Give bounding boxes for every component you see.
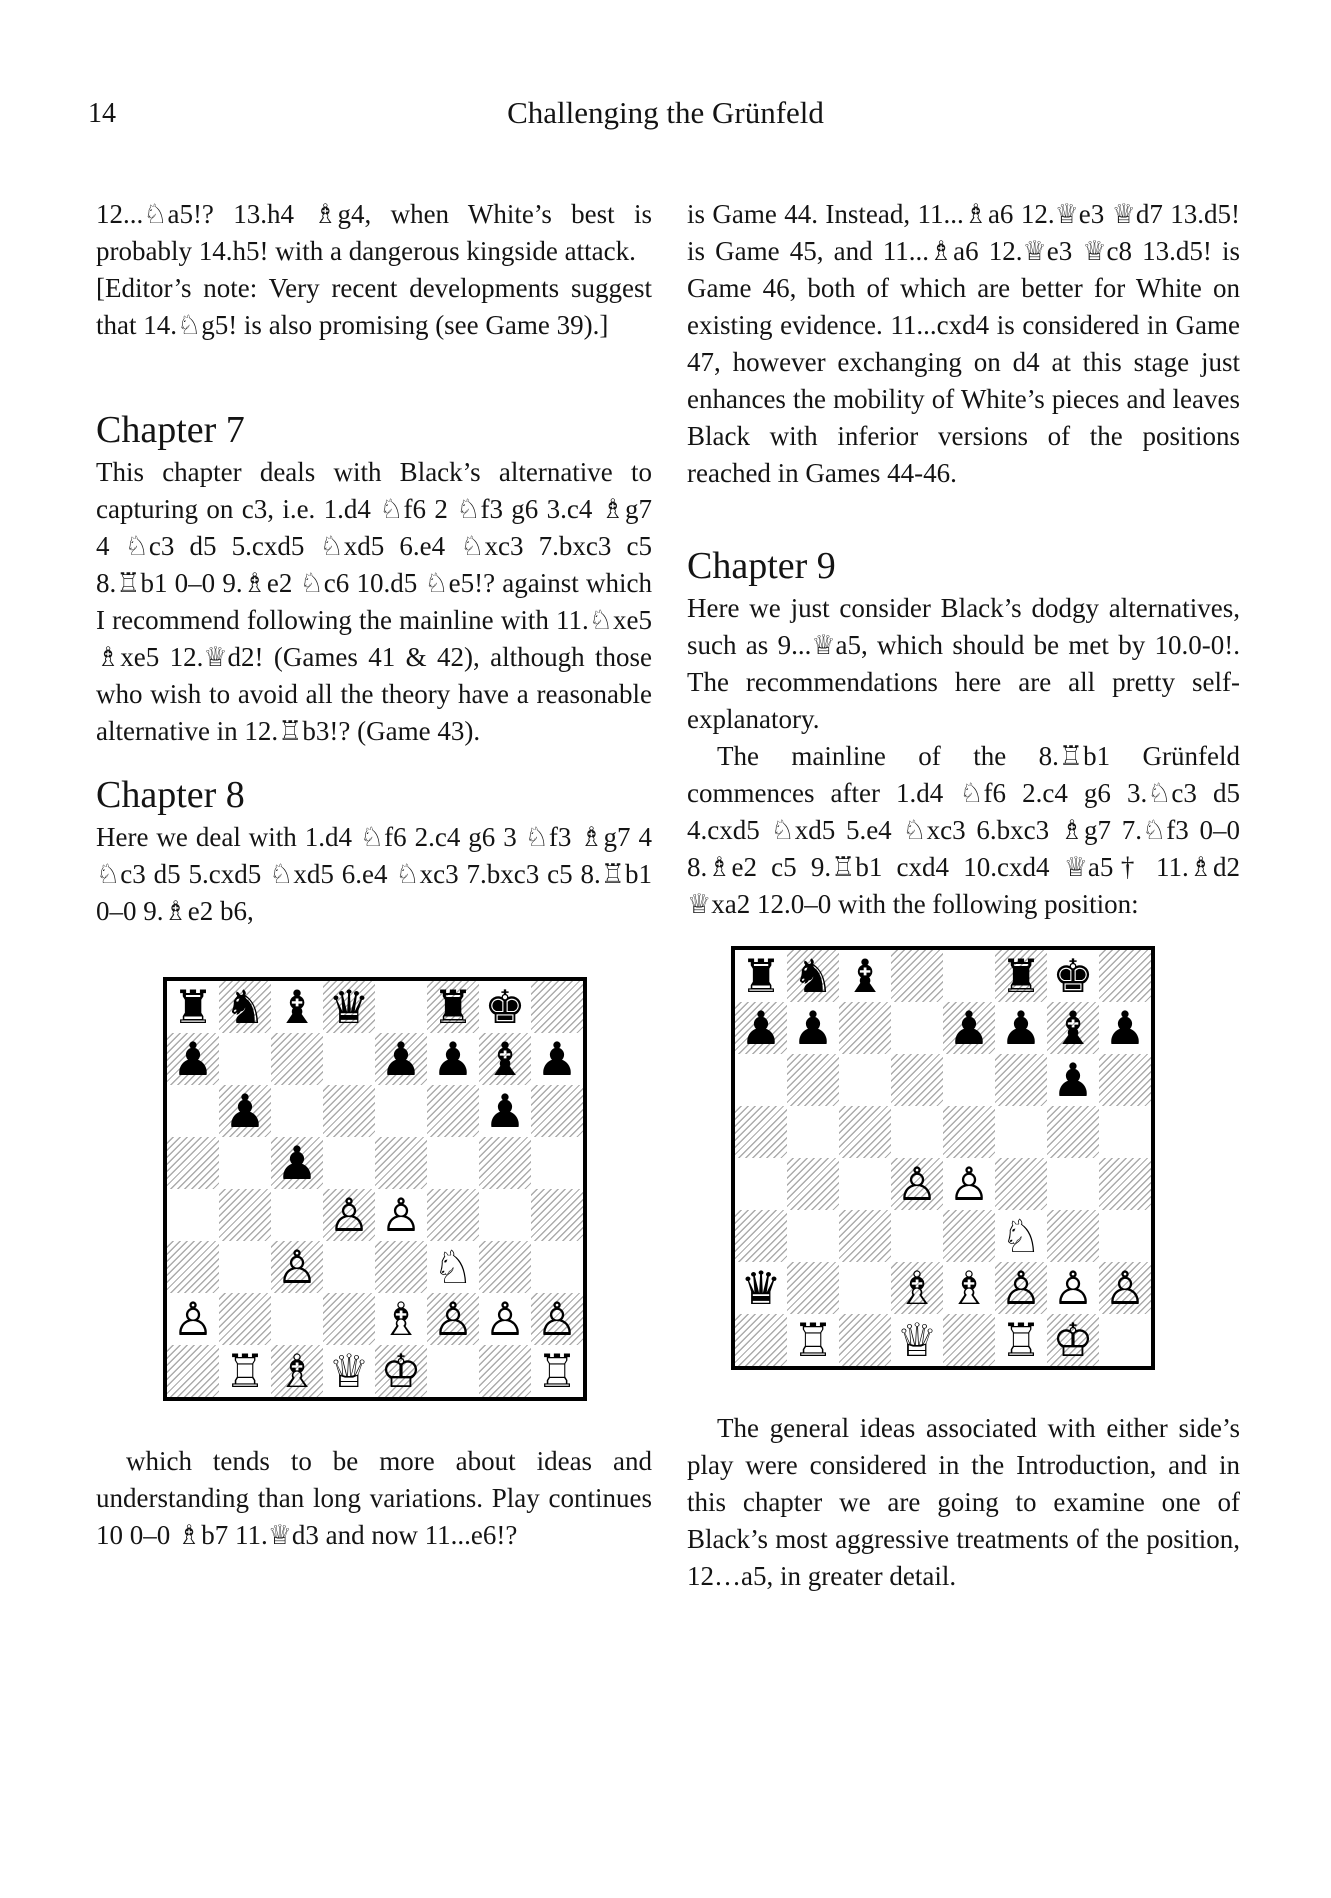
black-king-piece: ♚ (1052, 950, 1094, 1002)
square-e5 (943, 1106, 995, 1158)
paragraph-below-right-diagram: The general ideas associated with either side’s play were considered in the Introduction, and in this chapter we are going to examine one of Black’s most aggressive treatments of the position, 12…a5, in greater detail. (687, 1413, 1240, 1591)
white-rook-piece: ♖ (536, 1345, 578, 1397)
square-c1 (271, 1345, 323, 1397)
white-bishop-piece: ♗ (896, 1262, 938, 1314)
square-f2 (427, 1293, 479, 1345)
square-e2 (375, 1293, 427, 1345)
square-f2 (995, 1262, 1047, 1314)
running-header-title: Challenging the Grünfeld (507, 95, 824, 130)
black-knight-piece: ♞ (792, 950, 834, 1002)
square-f4 (995, 1158, 1047, 1210)
square-b3 (219, 1241, 271, 1293)
square-f5 (427, 1137, 479, 1189)
white-knight-piece: ♘ (432, 1241, 474, 1293)
black-bishop-piece: ♝ (484, 1033, 526, 1085)
square-g8 (479, 981, 531, 1033)
chapter-9-paragraph-1: Here we just consider Black’s dodgy alternatives, such as 9...♕a5, which should be met by 10.0-0!. The recommendations here are all pretty self-explanatory. (687, 593, 1240, 734)
square-g1 (1047, 1314, 1099, 1366)
square-f7 (427, 1033, 479, 1085)
square-c8 (839, 950, 891, 1002)
chapter-9-heading: Chapter 9 (687, 545, 836, 587)
white-pawn-piece: ♙ (276, 1241, 318, 1293)
left-column (96, 196, 652, 1554)
square-b4 (219, 1189, 271, 1241)
square-a7 (735, 1002, 787, 1054)
white-king-piece: ♔ (380, 1345, 422, 1397)
black-pawn-piece: ♟ (948, 1002, 990, 1054)
square-b7 (787, 1002, 839, 1054)
paragraph-games-44-47: is Game 44. Instead, 11...♗a6 12.♕e3 ♕d7 13.d5! is Game 45, and 11...♗a6 12.♕e3 ♕c8 13.d5! is Game 46, both of which are better for White on existing evidence. 11...cxd4 is considered in Game 47, however exchanging on d4 at this stage just enhances the mobility of White’s pieces and leaves Black with inferior versions of the positions reached in Games 44-46. (687, 199, 1240, 488)
square-d6 (323, 1085, 375, 1137)
black-king-piece: ♚ (484, 981, 526, 1033)
white-rook-piece: ♖ (224, 1345, 266, 1397)
black-rook-piece: ♜ (1000, 950, 1042, 1002)
white-pawn-piece: ♙ (484, 1293, 526, 1345)
square-b5 (219, 1137, 271, 1189)
square-b1 (787, 1314, 839, 1366)
square-c7 (839, 1002, 891, 1054)
square-e7 (943, 1002, 995, 1054)
black-rook-piece: ♜ (172, 981, 214, 1033)
square-d8 (323, 981, 375, 1033)
square-f5 (995, 1106, 1047, 1158)
black-rook-piece: ♜ (432, 981, 474, 1033)
square-g7 (479, 1033, 531, 1085)
square-c6 (271, 1085, 323, 1137)
square-h6 (1099, 1054, 1151, 1106)
square-h8 (531, 981, 583, 1033)
square-c1 (839, 1314, 891, 1366)
square-h2 (1099, 1262, 1151, 1314)
square-h3 (1099, 1210, 1151, 1262)
square-d2 (323, 1293, 375, 1345)
square-d3 (891, 1210, 943, 1262)
square-a5 (167, 1137, 219, 1189)
square-c8 (271, 981, 323, 1033)
square-c5 (271, 1137, 323, 1189)
square-f8 (427, 981, 479, 1033)
black-pawn-piece: ♟ (380, 1033, 422, 1085)
chapter-8-paragraph: Here we deal with 1.d4 ♘f6 2.c4 g6 3 ♘f3 ♗g7 4 ♘c3 d5 5.cxd5 ♘xd5 6.e4 ♘xc3 7.bxc3 c5 8.♖b1 0–0 9.♗e2 b6, (96, 822, 652, 926)
white-bishop-piece: ♗ (380, 1293, 422, 1345)
square-c7 (271, 1033, 323, 1085)
square-d8 (891, 950, 943, 1002)
black-bishop-piece: ♝ (276, 981, 318, 1033)
white-pawn-piece: ♙ (432, 1293, 474, 1345)
square-d7 (891, 1002, 943, 1054)
white-rook-piece: ♖ (1000, 1314, 1042, 1366)
square-g7 (1047, 1002, 1099, 1054)
square-a2 (167, 1293, 219, 1345)
white-pawn-piece: ♙ (536, 1293, 578, 1345)
chess-diagram-right (731, 946, 1155, 1370)
square-g4 (1047, 1158, 1099, 1210)
black-pawn-piece: ♟ (792, 1002, 834, 1054)
white-queen-piece: ♕ (328, 1345, 370, 1397)
square-b7 (219, 1033, 271, 1085)
square-h6 (531, 1085, 583, 1137)
square-g2 (479, 1293, 531, 1345)
square-g3 (479, 1241, 531, 1293)
square-d5 (891, 1106, 943, 1158)
square-c3 (271, 1241, 323, 1293)
white-knight-piece: ♘ (1000, 1210, 1042, 1262)
square-a5 (735, 1106, 787, 1158)
black-queen-piece: ♛ (740, 1262, 782, 1314)
square-b8 (219, 981, 271, 1033)
square-d7 (323, 1033, 375, 1085)
square-e6 (943, 1054, 995, 1106)
square-g4 (479, 1189, 531, 1241)
chapter-7-paragraph: This chapter deals with Black’s alternative to capturing on c3, i.e. 1.d4 ♘f6 2 ♘f3 g6 3.c4 ♗g7 4 ♘c3 d5 5.cxd5 ♘xd5 6.e4 ♘xc3 7.bxc3 c5 8.♖b1 0–0 9.♗e2 ♘c6 10.d5 ♘e5!? against which I recommend following the mainline with 11.♘xe5 ♗xe5 12.♕d2! (Games 41 & 42), although those who wish to avoid all the theory have a reasonable alternative in 12.♖b3!? (Game 43). (96, 457, 652, 746)
square-b8 (787, 950, 839, 1002)
square-g6 (479, 1085, 531, 1137)
white-pawn-piece: ♙ (948, 1158, 990, 1210)
white-queen-piece: ♕ (896, 1314, 938, 1366)
square-f7 (995, 1002, 1047, 1054)
square-h4 (531, 1189, 583, 1241)
square-d4 (323, 1189, 375, 1241)
square-h2 (531, 1293, 583, 1345)
square-g5 (479, 1137, 531, 1189)
square-f4 (427, 1189, 479, 1241)
chess-diagram-left (163, 977, 587, 1401)
square-a7 (167, 1033, 219, 1085)
black-knight-piece: ♞ (224, 981, 266, 1033)
black-pawn-piece: ♟ (1052, 1054, 1094, 1106)
square-a3 (167, 1241, 219, 1293)
square-f8 (995, 950, 1047, 1002)
white-pawn-piece: ♙ (1000, 1262, 1042, 1314)
chapter-9-paragraph-2: The mainline of the 8.♖b1 Grünfeld commences after 1.d4 ♘f6 2.c4 g6 3.♘c3 d5 4.cxd5 ♘xd5 5.e4 ♘xc3 6.bxc3 ♗g7 7.♘f3 0–0 8.♗e2 c5 9.♖b1 cxd4 10.cxd4 ♕a5† 11.♗d2 ♕xa2 12.0–0 with the following position: (687, 741, 1240, 919)
black-pawn-piece: ♟ (536, 1033, 578, 1085)
square-a2 (735, 1262, 787, 1314)
chapter-8-heading: Chapter 8 (96, 774, 245, 816)
black-pawn-piece: ♟ (740, 1002, 782, 1054)
square-c6 (839, 1054, 891, 1106)
black-pawn-piece: ♟ (432, 1033, 474, 1085)
square-c3 (839, 1210, 891, 1262)
black-pawn-piece: ♟ (1000, 1002, 1042, 1054)
white-king-piece: ♔ (1052, 1314, 1094, 1366)
square-a8 (167, 981, 219, 1033)
square-a8 (735, 950, 787, 1002)
square-g6 (1047, 1054, 1099, 1106)
paragraph-variation-12Na5: 12...♘a5!? 13.h4 ♗g4, when White’s best is probably 14.h5! with a dangerous kingside attack. (96, 199, 652, 266)
square-a6 (735, 1054, 787, 1106)
chess-diagram-right-wrapper (731, 946, 1240, 1370)
square-d3 (323, 1241, 375, 1293)
black-pawn-piece: ♟ (172, 1033, 214, 1085)
square-c5 (839, 1106, 891, 1158)
white-pawn-piece: ♙ (896, 1158, 938, 1210)
right-column (687, 196, 1240, 1595)
white-pawn-piece: ♙ (328, 1189, 370, 1241)
square-h8 (1099, 950, 1151, 1002)
square-f6 (427, 1085, 479, 1137)
square-b2 (787, 1262, 839, 1314)
square-c4 (839, 1158, 891, 1210)
square-a1 (167, 1345, 219, 1397)
paragraph-below-left-diagram: which tends to be more about ideas and understanding than long variations. Play continues 10 0–0 ♗b7 11.♕d3 and now 11...e6!? (96, 1446, 652, 1550)
square-d1 (323, 1345, 375, 1397)
square-d2 (891, 1262, 943, 1314)
black-pawn-piece: ♟ (276, 1137, 318, 1189)
square-h5 (531, 1137, 583, 1189)
square-g3 (1047, 1210, 1099, 1262)
square-g5 (1047, 1106, 1099, 1158)
square-a4 (735, 1158, 787, 1210)
paragraph-editors-note: [Editor’s note: Very recent developments suggest that 14.♘g5! is also promising (see Game 39).] (96, 273, 652, 340)
square-b6 (219, 1085, 271, 1137)
square-c4 (271, 1189, 323, 1241)
square-e8 (375, 981, 427, 1033)
page-number: 14 (88, 98, 116, 129)
square-c2 (839, 1262, 891, 1314)
square-h3 (531, 1241, 583, 1293)
black-pawn-piece: ♟ (1104, 1002, 1146, 1054)
square-b2 (219, 1293, 271, 1345)
black-bishop-piece: ♝ (844, 950, 886, 1002)
square-g1 (479, 1345, 531, 1397)
square-c2 (271, 1293, 323, 1345)
square-e4 (375, 1189, 427, 1241)
black-rook-piece: ♜ (740, 950, 782, 1002)
square-d4 (891, 1158, 943, 1210)
white-bishop-piece: ♗ (948, 1262, 990, 1314)
white-pawn-piece: ♙ (172, 1293, 214, 1345)
square-h4 (1099, 1158, 1151, 1210)
square-h7 (531, 1033, 583, 1085)
square-f1 (427, 1345, 479, 1397)
square-e5 (375, 1137, 427, 1189)
black-queen-piece: ♛ (328, 981, 370, 1033)
square-g2 (1047, 1262, 1099, 1314)
square-e7 (375, 1033, 427, 1085)
square-a4 (167, 1189, 219, 1241)
square-h1 (1099, 1314, 1151, 1366)
white-pawn-piece: ♙ (380, 1189, 422, 1241)
square-f3 (427, 1241, 479, 1293)
white-bishop-piece: ♗ (276, 1345, 318, 1397)
square-d5 (323, 1137, 375, 1189)
square-a6 (167, 1085, 219, 1137)
chess-diagram-left-wrapper (163, 977, 652, 1401)
square-f6 (995, 1054, 1047, 1106)
square-e3 (375, 1241, 427, 1293)
square-a1 (735, 1314, 787, 1366)
square-e1 (375, 1345, 427, 1397)
square-e6 (375, 1085, 427, 1137)
square-e8 (943, 950, 995, 1002)
square-b4 (787, 1158, 839, 1210)
square-e4 (943, 1158, 995, 1210)
black-pawn-piece: ♟ (224, 1085, 266, 1137)
square-e3 (943, 1210, 995, 1262)
square-d6 (891, 1054, 943, 1106)
white-rook-piece: ♖ (792, 1314, 834, 1366)
square-b1 (219, 1345, 271, 1397)
black-bishop-piece: ♝ (1052, 1002, 1094, 1054)
square-f3 (995, 1210, 1047, 1262)
square-b5 (787, 1106, 839, 1158)
square-d1 (891, 1314, 943, 1366)
square-h7 (1099, 1002, 1151, 1054)
square-e1 (943, 1314, 995, 1366)
square-b6 (787, 1054, 839, 1106)
square-h1 (531, 1345, 583, 1397)
square-f1 (995, 1314, 1047, 1366)
white-pawn-piece: ♙ (1052, 1262, 1094, 1314)
square-b3 (787, 1210, 839, 1262)
square-e2 (943, 1262, 995, 1314)
chapter-7-heading: Chapter 7 (96, 409, 245, 451)
square-a3 (735, 1210, 787, 1262)
black-pawn-piece: ♟ (484, 1085, 526, 1137)
square-h5 (1099, 1106, 1151, 1158)
white-pawn-piece: ♙ (1104, 1262, 1146, 1314)
square-g8 (1047, 950, 1099, 1002)
